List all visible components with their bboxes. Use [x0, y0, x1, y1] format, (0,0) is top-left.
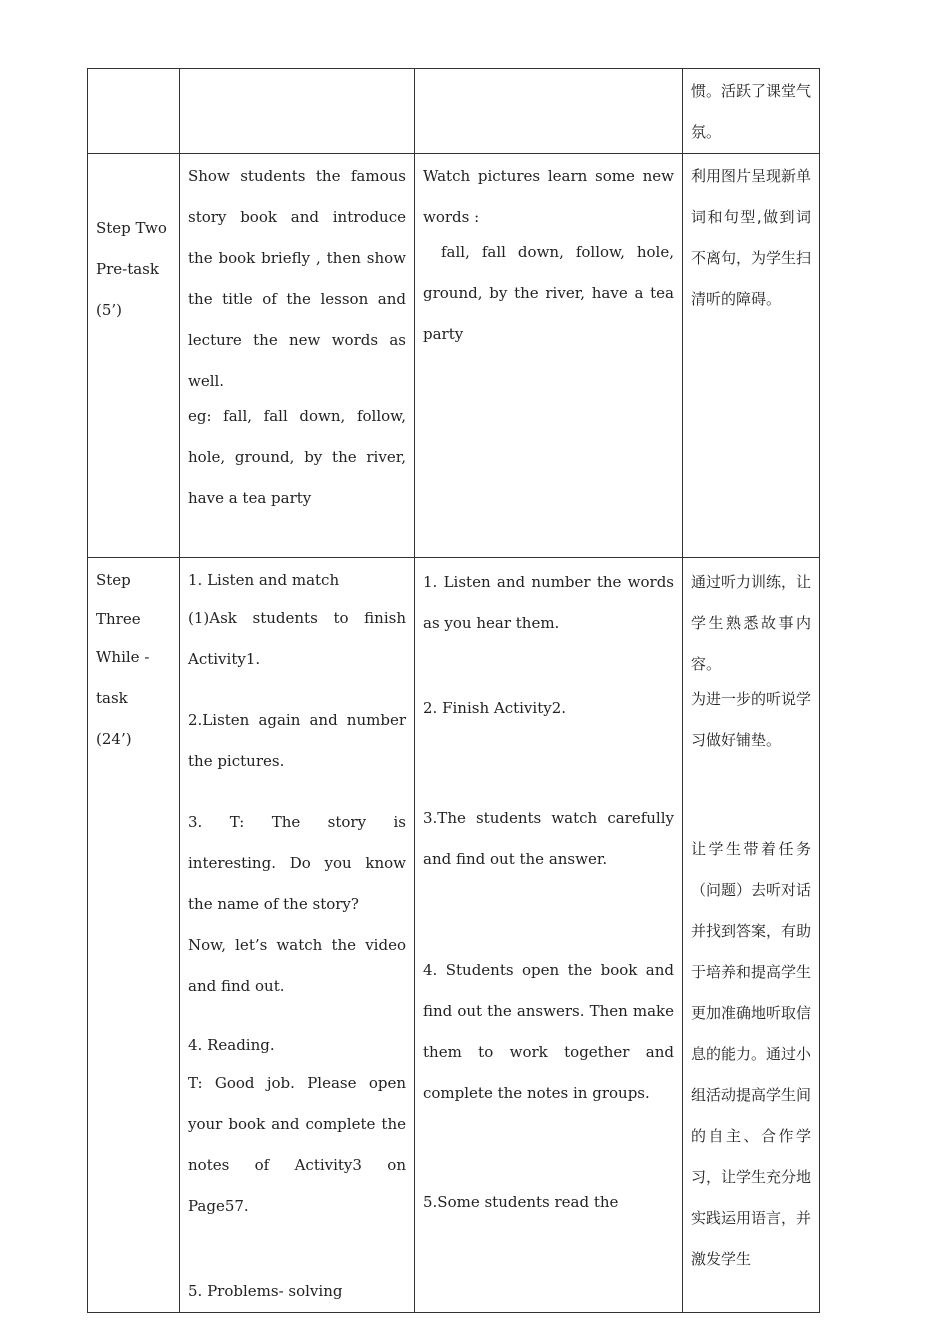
student-text: fall, fall down, follow, hole, ground, by the river, have a tea party [423, 243, 674, 343]
student-activity-cell [415, 69, 683, 154]
step-phase: While - [96, 648, 150, 666]
student-text: 2. Finish Activity2. [423, 699, 567, 717]
step-cell [88, 69, 180, 154]
table-row [88, 558, 820, 1313]
student-text: 1. Listen and number the words as you hear them. [423, 573, 674, 632]
student-activity-cell [415, 154, 683, 558]
purpose-text: 利用图片呈现新单词和句型,做到词不离句，为学生扫清听的障碍。 [691, 167, 812, 308]
lesson-plan-table [87, 68, 820, 1313]
teacher-activity-cell [180, 69, 415, 154]
teacher-text: 3. T: The story is interesting. Do you know the name of the story? [188, 813, 406, 913]
table-row [88, 69, 820, 154]
step-time: (24’) [96, 730, 132, 748]
teacher-text: 2.Listen again and number the pictures. [188, 711, 406, 770]
teacher-text: 1. Listen and match [188, 571, 340, 589]
table-row [88, 154, 820, 558]
teacher-text: 5. Problems- solving [188, 1282, 343, 1300]
teacher-text: (1)Ask students to finish Activity1. [188, 609, 406, 668]
student-text: 5.Some students read the [423, 1193, 619, 1211]
step-time: (5’) [96, 301, 123, 319]
step-cell [88, 558, 180, 1313]
student-text: 4. Students open the book and find out the answers. Then make them to work together and complete the notes in groups. [423, 961, 674, 1102]
student-text: 3.The students watch carefully and find out the answer. [423, 809, 674, 868]
student-text: Watch pictures learn some new words : [423, 167, 674, 226]
step-name: Step [96, 571, 131, 589]
teacher-activity-cell [180, 154, 415, 558]
teacher-text: Show students the famous story book and introduce the book briefly , then show the title of the lesson and lecture the new words as well. [188, 167, 406, 390]
purpose-cell [683, 558, 820, 1313]
purpose-cell [683, 69, 820, 154]
teacher-text: T: Good job. Please open your book and complete the notes of Activity3 on Page57. [188, 1074, 406, 1215]
step-phase: task [96, 689, 128, 707]
teacher-text: Now, let’s watch the video and find out. [188, 936, 406, 995]
step-name: Three [96, 610, 141, 628]
student-activity-cell [415, 558, 683, 1313]
teacher-activity-cell [180, 558, 415, 1313]
purpose-text: 为进一步的听说学习做好铺垫。 [691, 690, 812, 749]
teacher-text: 4. Reading. [188, 1036, 275, 1054]
purpose-text: 惯。活跃了课堂气氛。 [691, 82, 812, 141]
step-phase: Pre-task [96, 260, 159, 278]
step-name: Step Two [96, 219, 167, 237]
purpose-text: 让学生带着任务（问题）去听对话并找到答案，有助于培养和提高学生更加准确地听取信息的能力。通过小组活动提高学生间的自主、合作学习，让学生充分地实践运用语言，并激发学生 [691, 840, 812, 1268]
purpose-cell [683, 154, 820, 558]
purpose-text: 通过听力训练，让学生熟悉故事内容。 [691, 573, 812, 673]
teacher-text: eg: fall, fall down, follow, hole, ground, by the river, have a tea party [188, 407, 406, 507]
step-cell [88, 154, 180, 558]
